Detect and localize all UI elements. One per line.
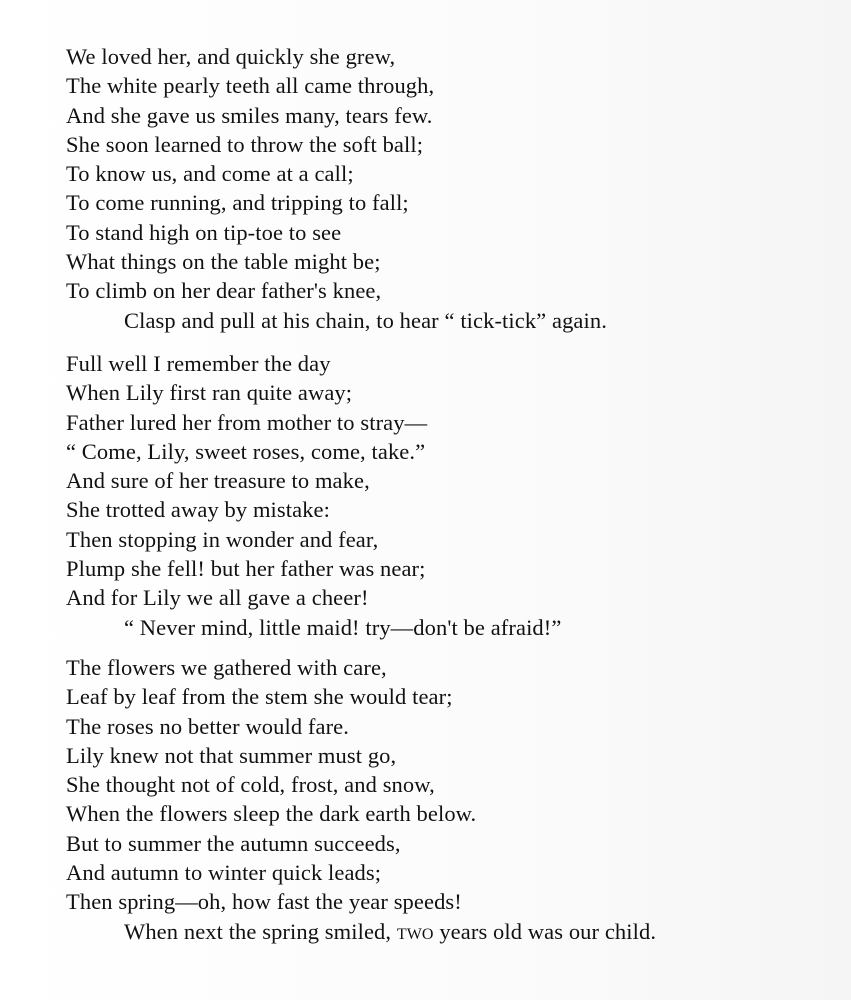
poem-line: She trotted away by mistake: [66,497,330,523]
poem-line: And sure of her treasure to make, [66,468,370,494]
poem-line: Lily knew not that summer must go, [66,742,397,768]
poem-line: When the flowers sleep the dark earth below. [66,801,477,827]
poem-refrain-line: Clasp and pull at his chain, to hear “ tick-tick” again. [124,307,607,333]
poem-line: But to summer the autumn succeeds, [66,830,401,856]
poem-line: Then spring—oh, how fast the year speeds! [66,889,462,915]
poem-line: And she gave us smiles many, tears few. [66,102,433,128]
poem-line: The white pearly teeth all came through, [66,73,435,99]
poem-line: To climb on her dear father's knee, [66,278,382,304]
poem-line: To stand high on tip-toe to see [66,219,342,245]
poem-line: Then stopping in wonder and fear, [66,526,379,552]
poem-line: And for Lily we all gave a cheer! [66,585,369,611]
closing-line-small-caps: two [396,918,434,944]
poem-line: Plump she fell! but her father was near; [66,556,426,582]
poem-line: Full well I remember the day [66,351,331,376]
poem-line: She soon learned to throw the soft ball; [66,131,424,157]
poem-refrain-line: “ Never mind, little maid! try—don't be afraid!” [124,614,562,640]
poem-line: Father lured her from mother to stray— [66,409,428,435]
poem-line: We loved her, and quickly she grew, [66,44,396,69]
closing-line-end: years old was our child. [439,918,657,944]
poem-line: The roses no better would fare. [66,713,349,739]
poem-line: Leaf by leaf from the stem she would tear; [66,684,453,710]
stanza-1 [66,42,607,335]
poem-line: To come running, and tripping to fall; [66,190,409,216]
poem-line: And autumn to winter quick leads; [66,860,382,886]
poem-line: She thought not of cold, frost, and snow, [66,772,435,798]
stanza-3 [66,653,656,946]
poem-line: When Lily first ran quite away; [66,380,353,406]
closing-line-start: When next the spring smiled, [124,918,392,944]
poem-closing-line [66,917,656,946]
poem-line: The flowers we gathered with care, [66,655,387,680]
stanza-2 [66,349,561,642]
poem-line: What things on the table might be; [66,249,381,275]
poem-line: “ Come, Lily, sweet roses, come, take.” [66,438,426,464]
poem-line: To know us, and come at a call; [66,161,354,187]
